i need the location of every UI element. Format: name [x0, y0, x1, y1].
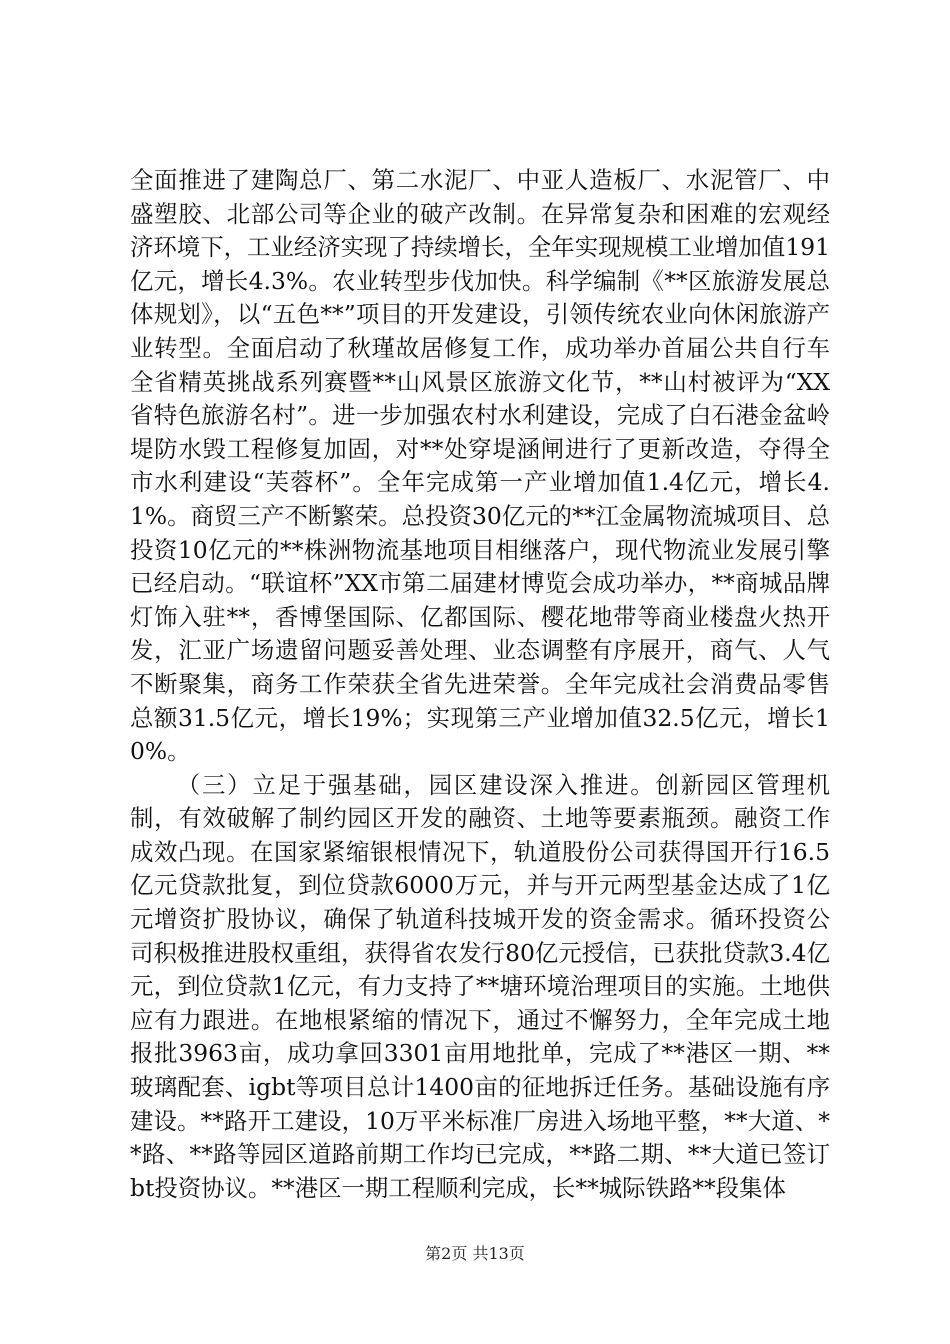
paragraph-continuation: 全面推进了建陶总厂、第二水泥厂、中亚人造板厂、水泥管厂、中盛塑胶、北部公司等企业的破产改制。在异常复杂和困难的宏观经济环境下，工业经济实现了持续增长，全年实现规模工业增加值191亿元，增长4.3%。农业转型步伐加快。科学编制《**区旅游发展总体规划》，以“五色**”项目的开发建设，引领传统农业向休闲旅游产业转型。全面启动了秋瑾故居修复工作，成功举办首届公共自行车全省精英挑战系列赛暨**山风景区旅游文化节，**山村被评为“XX省特色旅游名村”。进一步加强农村水利建设，完成了白石港金盆岭堤防水毁工程修复加固，对**处穿堤涵闸进行了更新改造，夺得全市水利建设“芙蓉杯”。全年完成第一产业增加值1.4亿元，增长4.1%。商贸三产不断繁荣。总投资30亿元的**江金属物流城项目、总投资10亿元的**株洲物流基地项目相继落户，现代物流业发展引擎已经启动。“联谊杯”XX市第二届建材博览会成功举办，**商城品牌灯饰入驻**，香博堡国际、亿都国际、樱花地带等商业楼盘火热开发，汇亚广场遗留问题妥善处理、业态调整有序展开，商气、人气不断聚集，商务工作荣获全省先进荣誉。全年完成社会消费品零售总额31.5亿元，增长19%；实现第三产业增加值32.5亿元，增长10%。 — [130, 166, 830, 766]
body-text — [130, 164, 830, 1205]
paragraph-park-construction: （三）立足于强基础，园区建设深入推进。创新园区管理机制，有效破解了制约园区开发的融资、土地等要素瓶颈。融资工作成效凸现。在国家紧缩银根情况下，轨道股份公司获得国开行16.5亿元贷款批复，到位贷款6000万元，并与开元两型基金达成了1亿元增资扩股协议，确保了轨道科技城开发的资金需求。循环投资公司积极推进股权重组，获得省农发行80亿元授信，已获批贷款3.4亿元，到位贷款1亿元，有力支持了**塘环境治理项目的实施。土地供应有力跟进。在地根紧缩的情况下，通过不懈努力，全年完成土地报批3963亩，成功拿回3301亩用地批单，完成了**港区一期、**玻璃配套、igbt等项目总计1400亩的征地拆迁任务。基础设施有序建设。**路开工建设，10万平米标准厂房进入场地平整，**大道、**路、**路等园区道路前期工作均已完成，**路二期、**大道已签订bt投资协议。**港区一期工程顺利完成，长**城际铁路**段集体 — [130, 770, 830, 1202]
page-footer: 第2页 共13页 — [425, 1244, 525, 1263]
